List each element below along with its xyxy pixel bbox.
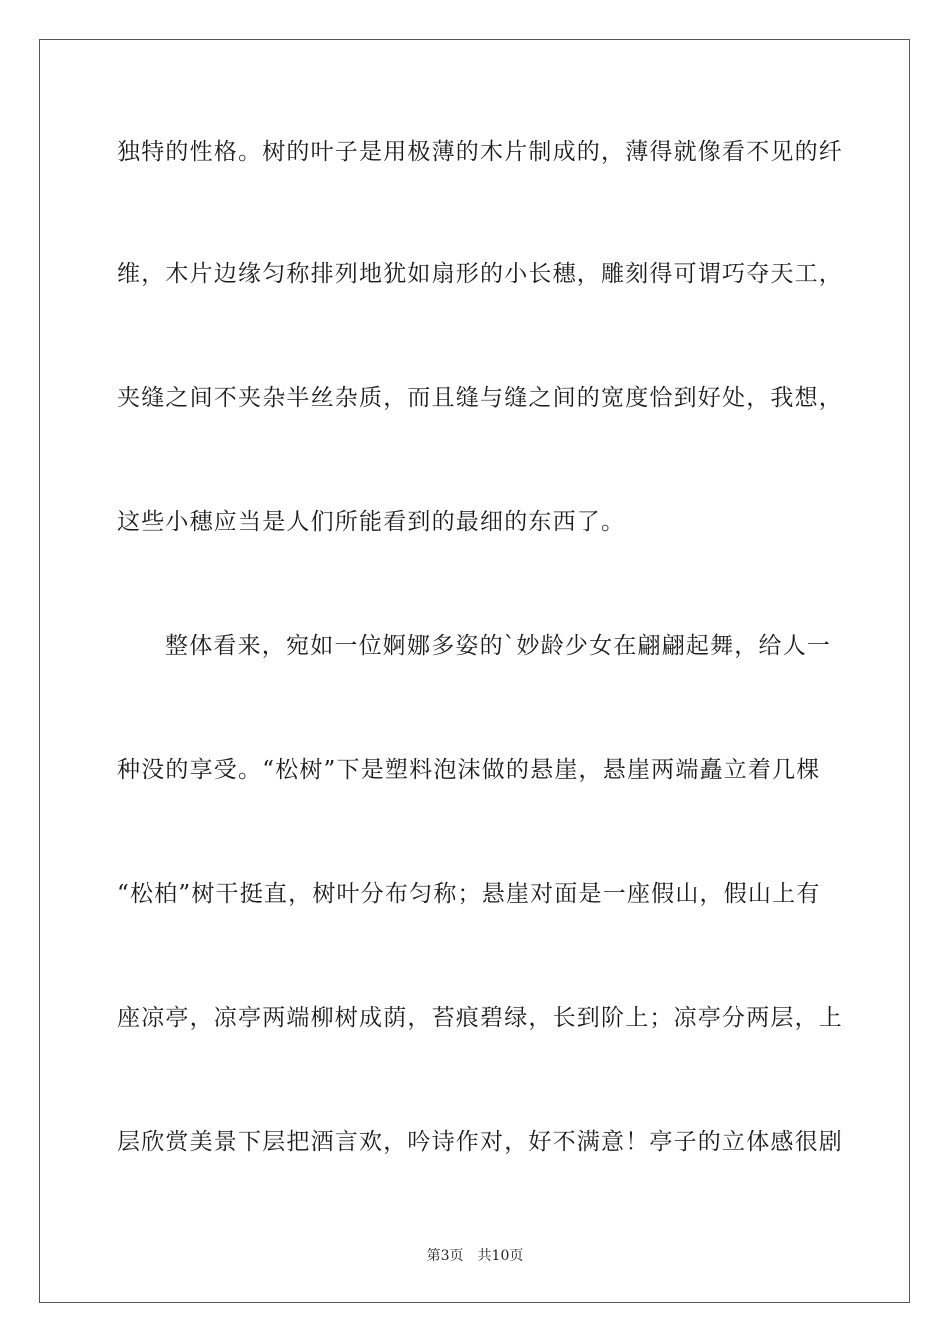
page-total: 共10页 (477, 1248, 524, 1264)
page-border (39, 39, 910, 1303)
paragraph-line-6: 种没的享受。“松树”下是塑料泡沫做的悬崖，悬崖两端矗立着几棵 (117, 757, 821, 783)
paragraph-line-1: 独特的性格。树的叶子是用极薄的木片制成的，薄得就像看不见的纤 (117, 139, 843, 165)
paragraph-line-7: “松柏”树干挺直，树叶分布匀称；悬崖对面是一座假山，假山上有 (117, 881, 821, 907)
paragraph-line-3: 夹缝之间不夹杂半丝杂质，而且缝与缝之间的宽度恰到好处，我想， (117, 385, 843, 411)
paragraph-line-5: 整体看来，宛如一位婀娜多姿的`妙龄少女在翩翩起舞，给人一 (165, 633, 832, 659)
paragraph-line-2: 维，木片边缘匀称排列地犹如扇形的小长穗，雕刻得可谓巧夺天工， (117, 261, 843, 287)
paragraph-line-8: 座凉亭，凉亭两端柳树成荫，苔痕碧绿，长到阶上；凉亭分两层，上 (117, 1005, 843, 1031)
page-number: 第3页 (426, 1248, 464, 1264)
paragraph-line-4: 这些小穗应当是人们所能看到的最细的东西了。 (117, 509, 626, 535)
paragraph-line-9: 层欣赏美景下层把酒言欢，吟诗作对，好不满意！亭子的立体感很剧 (117, 1129, 843, 1155)
page-footer (0, 1247, 950, 1265)
